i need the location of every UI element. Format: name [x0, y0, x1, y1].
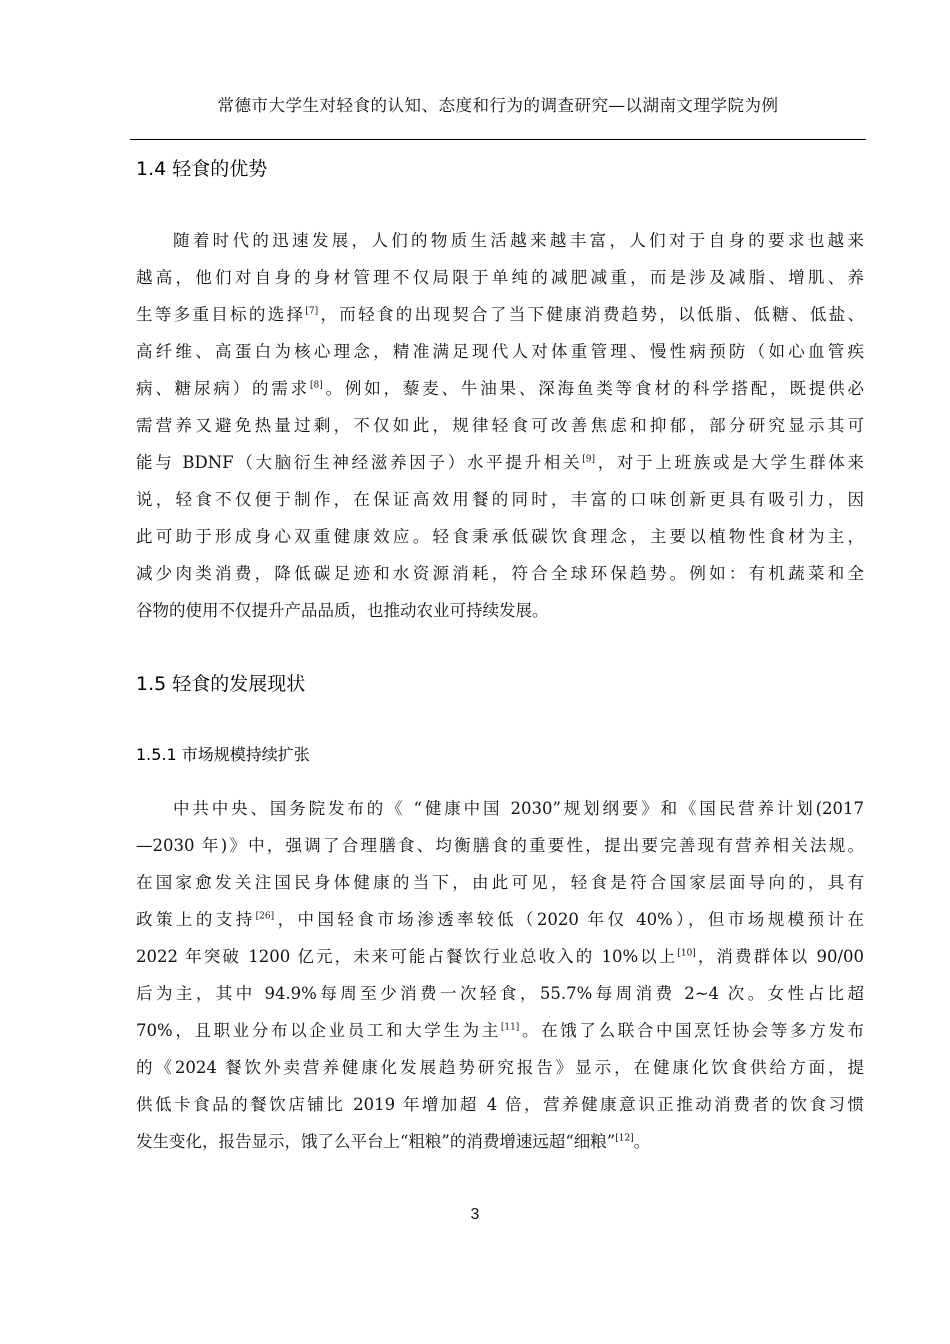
text-line: [136, 333, 864, 370]
text-line: [136, 901, 864, 938]
text-line: [136, 296, 864, 333]
text-run: 发生变化，报告显示，饿了么平台上“粗粮”的消费增速远超“细粮”: [136, 1132, 616, 1151]
text-run: 高纤维、高蛋白为核心理念，精准满足现代人对体重管理、慢性病预防（如心血管疾: [136, 342, 864, 361]
text-run: 政策上的支持: [136, 910, 256, 929]
text-run: 供低卡食品的餐饮店铺比 2019 年增加超 4 倍，营养健康意识正推动消费者的饮食习惯: [136, 1095, 864, 1114]
text-line: [136, 975, 864, 1012]
citation-ref: [9]: [582, 454, 595, 465]
text-line: [136, 1123, 864, 1160]
text-run: ，对于上班族或是大学生群体来: [594, 453, 864, 472]
text-run: 。例如，藜麦、牛油果、深海鱼类等食材的科学搭配，既提供必: [322, 379, 864, 398]
text-run: 需营养又避免热量过剩，不仅如此，规律轻食可改善焦虑和抑郁，部分研究显示其可: [136, 416, 864, 435]
text-run: 此可助于形成身心双重健康效应。轻食秉承低碳饮食理念，主要以植物性食材为主，: [136, 527, 864, 546]
section-heading-1-5: 1.5 轻食的发展现状: [136, 673, 306, 695]
text-run: —2030 年)》中，强调了合理膳食、均衡膳食的重要性，提出要完善现有营养相关法规。: [136, 836, 864, 855]
text-line: [136, 259, 864, 296]
text-line: [136, 222, 864, 259]
text-run: ，消费群体以 90/00: [695, 947, 864, 966]
text-run: 70%，且职业分布以企业员工和大学生为主: [136, 1021, 501, 1040]
subsection-heading-1-5-1: 1.5.1 市场规模持续扩张: [136, 745, 310, 764]
paragraph-1-5-1: [136, 790, 864, 1160]
citation-ref: [11]: [500, 1022, 520, 1033]
text-run: 2022 年突破 1200 亿元，未来可能占餐饮行业总收入的 10%以上: [136, 947, 678, 966]
text-run: 病、糖尿病）的需求: [136, 379, 310, 398]
text-line: [136, 1012, 864, 1049]
text-run: 生等多重目标的选择: [136, 305, 306, 324]
text-run: 在国家愈发关注国民身体健康的当下，由此可见，轻食是符合国家层面导向的，具有: [136, 873, 864, 892]
text-line: [136, 407, 864, 444]
text-line: [136, 864, 864, 901]
header-rule: [130, 139, 866, 140]
text-line: [136, 827, 864, 864]
text-line: [136, 481, 864, 518]
paragraph-1-4: [136, 222, 864, 629]
text-line: [136, 1086, 864, 1123]
text-line: [136, 592, 864, 629]
text-line: [136, 1049, 864, 1086]
text-run: 后为主，其中 94.9%每周至少消费一次轻食，55.7%每周消费 2~4 次。女性占比超: [136, 984, 864, 1003]
citation-ref: [10]: [677, 948, 696, 959]
citation-ref: [12]: [615, 1133, 634, 1144]
citation-ref: [26]: [255, 911, 275, 922]
text-run: 谷物的使用不仅提升产品品质，也推动农业可持续发展。: [136, 601, 549, 620]
citation-ref: [7]: [305, 306, 319, 317]
text-run: 。在饿了么联合中国烹饪协会等多方发布: [519, 1021, 864, 1040]
text-line: [136, 370, 864, 407]
text-run: 越高，他们对自身的身材管理不仅局限于单纯的减肥减重，而是涉及减脂、增肌、养: [136, 268, 864, 287]
text-run: 的《2024 餐饮外卖营养健康化发展趋势研究报告》显示，在健康化饮食供给方面，提: [136, 1058, 864, 1077]
text-run: 随着时代的迅速发展，人们的物质生活越来越丰富，人们对于自身的要求也越来: [173, 231, 864, 250]
text-line: [136, 938, 864, 975]
text-run: 。: [633, 1132, 651, 1151]
text-line: [136, 790, 864, 827]
text-run: ，而轻食的出现契合了当下健康消费趋势，以低脂、低糖、低盐、: [318, 305, 864, 324]
citation-ref: [8]: [309, 380, 323, 391]
text-run: 说，轻食不仅便于制作，在保证高效用餐的同时，丰富的口味创新更具有吸引力，因: [136, 490, 864, 509]
text-run: 中共中央、国务院发布的《 “健康中国 2030”规划纲要》和《国民营养计划(2017: [173, 799, 864, 818]
page-number: 3: [470, 1206, 480, 1223]
text-run: 能与 BDNF（大脑衍生神经滋养因子）水平提升相关: [136, 453, 583, 472]
running-header: 常德市大学生对轻食的认知、态度和行为的调查研究—以湖南文理学院为例: [217, 96, 779, 115]
text-line: [136, 518, 864, 555]
section-heading-1-4: 1.4 轻食的优势: [136, 158, 268, 180]
text-run: ，中国轻食市场渗透率较低（2020 年仅 40%），但市场规模预计在: [274, 910, 864, 929]
text-line: [136, 555, 864, 592]
text-run: 减少肉类消费，降低碳足迹和水资源消耗，符合全球环保趋势。例如：有机蔬菜和全: [136, 564, 864, 583]
text-line: [136, 444, 864, 481]
